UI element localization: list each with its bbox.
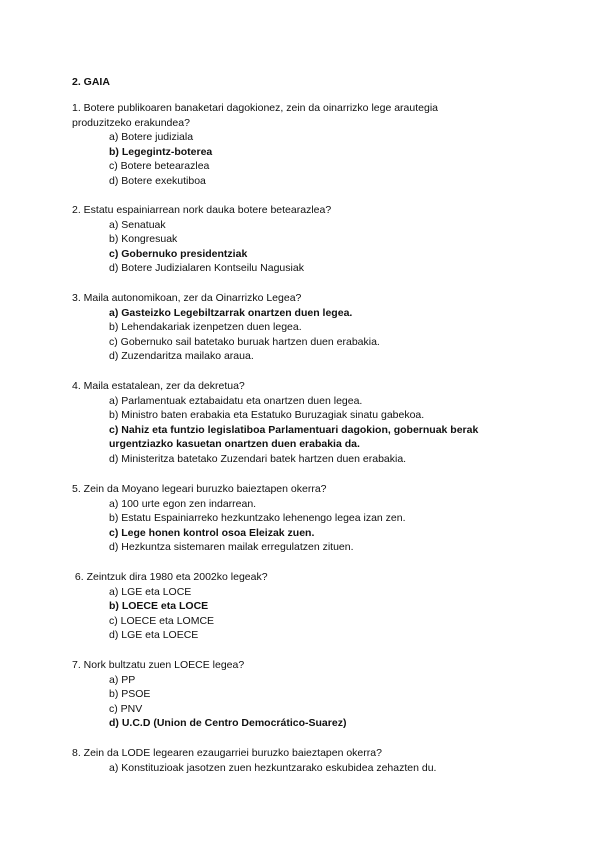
answer-option: a) LGE eta LOCE (109, 585, 192, 598)
stem-line: 7. Nork bultzatu zuen LOECE legea? (72, 659, 245, 671)
stem-line: produzitzeko erakundea? (72, 116, 190, 129)
answer-option: d) Botere Judizialaren Kontseilu Nagusiak (109, 262, 304, 274)
answer-option: d) Hezkuntza sistemaren mailak erregulatzen zituen. (109, 541, 354, 553)
correct-answer-option (72, 423, 542, 452)
answer-option: c) LOECE eta LOMCE (109, 614, 215, 627)
answer-option: a) Senatuak (109, 218, 166, 231)
stem-line: 3. Maila autonomikoan, zer da Oinarrizko Legea? (72, 292, 302, 304)
answer-option: d) Botere exekutiboa (109, 174, 206, 187)
question-stem (72, 101, 542, 130)
correct-answer-option: c) Gobernuko presidentziak (109, 247, 248, 260)
stem-line: 4. Maila estatalean, zer da dekretua? (72, 380, 245, 392)
question-stem (72, 482, 542, 497)
option-line: c) Nahiz eta funtzio legislatiboa Parlamentuari dagokion, gobernuak berak (109, 423, 479, 436)
question-8 (72, 746, 542, 775)
question-stem (72, 379, 542, 394)
answer-option: b) Estatu Espainiarreko hezkuntzako lehenengo legea izan zen. (109, 512, 406, 524)
answer-option: d) LGE eta LOECE (109, 629, 199, 641)
answer-option: a) Botere judiziala (109, 131, 194, 143)
question-2 (72, 203, 542, 276)
answer-option: a) PP (109, 673, 136, 686)
question-stem (72, 658, 542, 673)
stem-line: 5. Zein da Moyano legeari buruzko baieztapen okerra? (72, 483, 327, 495)
question-stem (72, 203, 542, 218)
stem-line: 8. Zein da LODE legearen ezaugarriei buruzko baieztapen okerra? (72, 747, 382, 759)
question-stem (72, 570, 542, 585)
question-7 (72, 658, 542, 731)
answer-option: a) Parlamentuak eztabaidatu eta onartzen duen legea. (109, 394, 363, 407)
answer-option: c) Gobernuko sail batetako buruak hartzen duen erabakia. (109, 335, 380, 348)
correct-answer-option: b) LOECE eta LOCE (109, 600, 209, 612)
answer-option: d) Zuzendaritza mailako araua. (109, 350, 254, 362)
correct-answer-option: c) Lege honen kontrol osoa Eleizak zuen. (109, 526, 315, 539)
correct-answer-option: a) Gasteizko Legebiltzarrak onartzen duen legea. (109, 306, 353, 319)
answer-option: a) 100 urte egon zen indarrean. (109, 497, 257, 510)
question-6 (72, 570, 542, 643)
answer-option: b) Lehendakariak izenpetzen duen legea. (109, 321, 302, 333)
answer-option: b) Kongresuak (109, 233, 178, 245)
correct-answer-option: d) U.C.D (Union de Centro Democrático-Suarez) (109, 717, 347, 729)
answer-option: d) Ministeritza batetako Zuzendari batek hartzen duen erabakia. (109, 452, 407, 465)
stem-line: 6. Zeintzuk dira 1980 eta 2002ko legeak? (72, 571, 268, 583)
page-title: 2. GAIA (72, 76, 110, 88)
stem-line: 1. Botere publikoaren banaketari dagokionez, zein da oinarrizko lege arautegia (72, 102, 438, 114)
correct-answer-option: b) Legegintz-boterea (109, 145, 213, 158)
question-1 (72, 101, 542, 188)
answer-option: a) Konstituzioak jasotzen zuen hezkuntzarako eskubidea zehazten du. (109, 761, 437, 774)
answer-option: b) Ministro baten erabakia eta Estatuko Buruzagiak sinatu gabekoa. (109, 409, 425, 421)
answer-option: b) PSOE (109, 688, 151, 700)
stem-line: 2. Estatu espainiarrean nork dauka botere betearazlea? (72, 204, 332, 216)
answer-option: c) PNV (109, 702, 143, 715)
question-5 (72, 482, 542, 555)
question-stem (72, 291, 542, 306)
question-3 (72, 291, 542, 364)
answer-option: c) Botere betearazlea (109, 160, 210, 172)
question-4 (72, 379, 542, 466)
question-stem (72, 746, 542, 761)
option-line: urgentziazko kasuetan onartzen duen erabakia da. (109, 438, 360, 450)
